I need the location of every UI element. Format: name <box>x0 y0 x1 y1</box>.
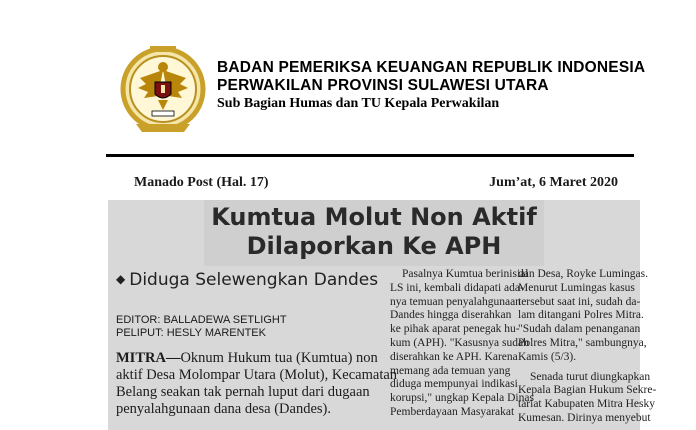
body-line: tersebut saat ini, sudah da- <box>518 295 641 308</box>
lead-line: aktif Desa Molompar Utara (Molut), Kecamatan <box>116 367 398 383</box>
article-subtitle <box>116 270 378 290</box>
body-line: memang ada temuan yang <box>390 364 511 377</box>
body-line: korupsi," ungkap Kepala Dinas <box>390 392 534 405</box>
editor-credit: EDITOR: BALLADEWA SETLIGHT <box>116 314 287 326</box>
letterhead-divider <box>106 154 634 157</box>
body-line: nya temuan penyalahgunaan <box>390 295 521 308</box>
middle-column <box>390 268 534 420</box>
body-line: Senada turut diungkapkan <box>530 370 651 383</box>
subtitle-text: Diduga Selewengkan Dandes <box>129 270 379 290</box>
body-line: Menurut Lumingas kasus <box>518 281 635 294</box>
body-line: Kepala Bagian Hukum Sekre- <box>518 384 657 397</box>
source-label: Manado Post (Hal. 17) <box>134 175 269 190</box>
headline-box <box>204 200 544 266</box>
letterhead-division: Sub Bagian Humas dan TU Kepala Perwakilan <box>217 96 500 111</box>
body-line: Dandes hingga diserahkan <box>390 309 512 322</box>
lead-line: Belang seakan tak pernah luput dari dugaan <box>116 384 370 400</box>
body-line: "Sudah dalam penanganan <box>518 323 641 336</box>
body-line: Kumesan. Dirinya menyebut <box>518 411 651 424</box>
letterhead-agency: BADAN PEMERIKSA KEUANGAN REPUBLIK INDONESIA <box>217 59 646 76</box>
body-line: Kamis (5/3). <box>518 350 577 363</box>
newspaper-clipping <box>108 200 657 430</box>
body-line: diserahkan ke APH. Karena <box>390 350 518 363</box>
body-line: Pemberdayaan Masyarakat <box>390 405 515 418</box>
diamond-bullet-icon: ◆ <box>116 272 126 286</box>
reporter-credit: PELIPUT: HESLY MARENTEK <box>116 327 266 339</box>
lead-paragraph <box>116 350 398 418</box>
body-line: tariat Kabupaten Mitra Hesky <box>518 398 655 411</box>
headline-line-2: Dilaporkan Ke APH <box>246 232 502 260</box>
body-line: diduga mempunyai indikasi <box>390 378 518 391</box>
lead-dateline: MITRA— <box>116 350 181 366</box>
lead-line: penyalahgunaan dana desa (Dandes). <box>116 401 331 417</box>
date-label: Jum’at, 6 Maret 2020 <box>489 175 618 190</box>
letterhead-office: PERWAKILAN PROVINSI SULAWESI UTARA <box>217 77 549 94</box>
body-line: lam ditangani Polres Mitra. <box>518 309 644 322</box>
garuda-emblem-icon <box>120 40 206 138</box>
right-column <box>518 268 657 426</box>
body-line: LS ini, kembali didapati ada- <box>390 281 524 294</box>
headline-line-1: Kumtua Molut Non Aktif <box>211 203 537 231</box>
body-line: dan Desa, Royke Lumingas. <box>518 268 648 280</box>
body-line: Pasalnya Kumtua berinisial <box>402 268 529 280</box>
body-line: ke pihak aparat penegak hu- <box>390 323 520 336</box>
lead-line: Oknum Hukum tua (Kumtua) non <box>180 350 378 366</box>
body-line: kum (APH). "Kasusnya sudah <box>390 336 529 349</box>
body-line: Polres Mitra," sambungnya, <box>518 336 647 349</box>
